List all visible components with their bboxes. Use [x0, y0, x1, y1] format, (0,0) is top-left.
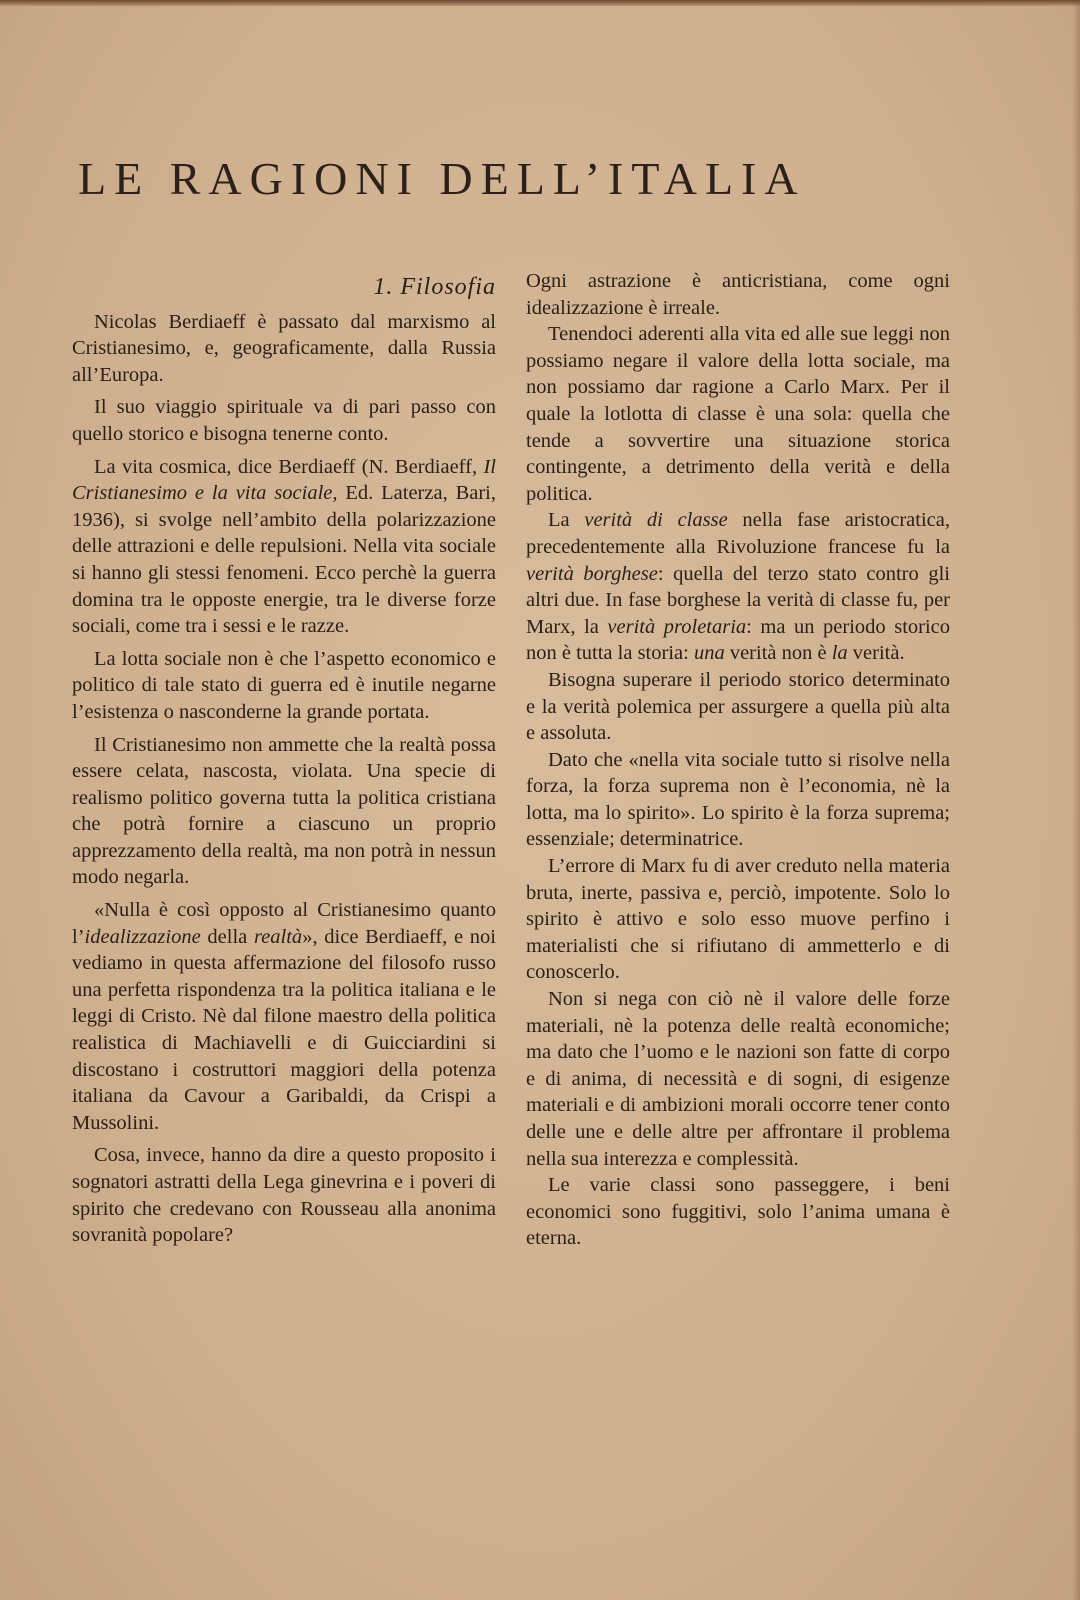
right-column [526, 268, 950, 1252]
page-right-edge [1072, 0, 1080, 1600]
left-column [72, 268, 496, 1255]
text-run: : quella del terzo stato contro gli altri due. In fase borghese la verità di classe fu, per Marx, la [526, 562, 950, 638]
emphasis: idealizzazione [84, 925, 201, 948]
paragraph: Bisogna superare il periodo storico determinato e la verità polemica per assurgere a quella più alta e assoluta. [526, 668, 950, 745]
section-heading [72, 274, 496, 301]
paragraph: L’errore di Marx fu di aver creduto nella materia bruta, inerte, passiva e, perciò, impotente. Solo lo spirito è attivo e solo esso muove perfino i materialisti che si rifiutano di ammetterlo e di conoscerlo. [526, 855, 950, 984]
paragraph: Nicolas Berdiaeff è passato dal marxismo al Cristianesimo, e, geograficamente, dalla Russia all’Europa. [72, 310, 496, 386]
paragraph: Dato che «nella vita sociale tutto si risolve nella forza, la forza suprema non è l’economia, nè la lotta, ma lo spirito». Lo spirito è la forza suprema; essenziale; determinatrice. [526, 748, 950, 851]
text-run: verità. [847, 642, 905, 665]
section-title: Filosofia [400, 274, 496, 300]
emphasis: realtà [253, 925, 303, 948]
paragraph: Il suo viaggio spirituale va di pari passo con quello storico e bisogna tenerne conto. [72, 396, 496, 445]
text-run: La [548, 509, 585, 532]
text-run: della [200, 925, 254, 948]
paragraph [72, 454, 496, 640]
emphasis: verità borghese [526, 562, 658, 585]
paragraph: Cosa, invece, hanno da dire a questo proposito i sognatori astratti della Lega ginevrina e i poveri di spirito che credevano con Rousseau alla anonima sovranità popolare? [72, 1144, 496, 1247]
paragraph: Il Cristianesimo non ammette che la realtà possa essere celata, nascosta, violata. Una specie di realismo politico governa tutta la politica cristiana che potrà fornire a ciascuno un proprio apprezzamento della realtà, ma non potrà in nessun modo negarla. [72, 733, 496, 889]
emphasis: una [693, 642, 725, 665]
page-headline: LE RAGIONI DELL’ITALIA [78, 153, 806, 204]
paragraph [526, 507, 950, 667]
text-run: La vita cosmica, dice Berdiaeff (N. Berdiaeff, [94, 455, 484, 478]
text-run: », dice Berdiaeff, e noi vediamo in questa affermazione del filosofo russo una perfetta rispondenza tra la politica italiana e le leggi di Cristo. Nè dal filone maestro della politica realistica di Machiavelli e di Guicciardini si discostano i costruttori maggiori della potenza italiana da Cavour a Garibaldi, da Crispi a Mussolini. [72, 925, 496, 1134]
text-run: Ed. Laterza, Bari, 1936), si svolge nell’ambito della polarizzazione delle attrazioni e delle repulsioni. Nella vita sociale si hanno gli stessi fenomeni. Ecco perchè la guerra domina tra le opposte energie, tra le diverse forze sociali, come tra i sessi e le razze. [72, 482, 496, 638]
text-run: «Nulla è così opposto al Cristianesimo quanto l’ [72, 899, 496, 948]
emphasis: verità di classe [584, 509, 728, 532]
paragraph: La lotta sociale non è che l’aspetto economico e politico di tale stato di guerra ed è inutile negarne l’esistenza o nasconderne la grande portata. [72, 647, 496, 723]
text-run: : ma un periodo storico non è tutta la storia: [526, 615, 951, 665]
book-title: Il Cristianesimo e la vita sociale, [72, 455, 496, 505]
section-number: 1. [373, 274, 394, 300]
paragraph: Non si nega con ciò nè il valore delle forze materiali, nè la potenza delle realtà economiche; ma dato che l’uomo e le nazioni son fatte di corpo e di anima, di necessità e di sogni, di esigenze materiali e di ambizioni morali occorre tener conto delle une e delle altre per affrontare il problema nella sua interezza e complessità. [526, 988, 950, 1170]
paragraph: Le varie classi sono passeggere, i beni economici sono fuggitivi, solo l’anima umana è eterna. [526, 1174, 950, 1250]
paragraph: Tenendoci aderenti alla vita ed alle sue leggi non possiamo negare il valore della lotta sociale, ma non possiamo dar ragione a Carlo Marx. Per il quale la lotlotta di classe è una sola: quella che tende a sovvertire una situazione storica contingente, a detrimento della verità e della politica. [526, 323, 950, 505]
paragraph [72, 897, 496, 1136]
emphasis: la [831, 642, 848, 665]
text-run: verità non è [724, 642, 832, 665]
page-top-edge [0, 0, 1080, 6]
text-run: nella fase aristocratica, precedentemente alla Rivoluzione francese fu la [526, 509, 950, 558]
emphasis: verità proletaria [607, 615, 747, 638]
paragraph: Ogni astrazione è anticristiana, come ogni idealizzazione è irreale. [526, 270, 950, 319]
